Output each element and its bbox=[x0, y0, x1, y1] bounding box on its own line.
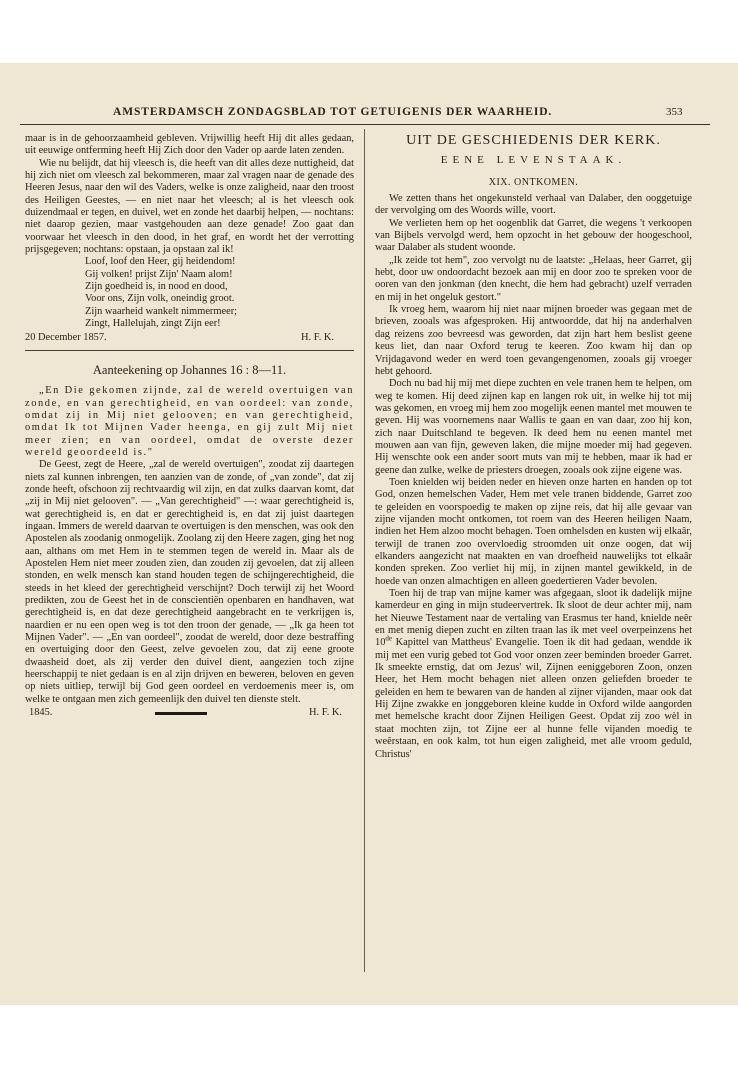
dateline bbox=[25, 332, 354, 344]
paragraph: De Geest, zegt de Heere, „zal de wereld overtuigen", zoodat zij daartegen niets zal kunnen inbrengen, ten aanzien van de zonde, of „van zonde", dat zij zonde heeft, ofschoon zij rechtvaardig wil zijn, en dat zulks daarvan komt, dat „zij in Mij niet gelooven". — „Van gerechtigheid" —: waar gerechtigheid is, wat gerechtigheid is, en dat er gerechtigheid is, en dat zij juist daartegen ingaan. Immers de wereld daarvan te overtuigen is den menschen, was ook den Apostelen als zoodanig onmogelijk. Zoolang zij den Heere zagen, ging het nog aan, althans om met Hem in te stemmen tegen de wereld in. Maar als de Apostelen Hem niet meer zouden zien, dan zouden zij gevoelen, dat zij alleen stonden, en welk mensch kan stand houden tegen de schijngerechtigheid, die steeds in het kleed der gerechtigheid verschijnt? Doch terwijl zij het Woord predikten, zou de Geest het in de conscientiën openbaren en handhaven, wat gerechtigheid is, en dat deze gerechtigheid aangebracht en te verkrijgen is, naardien er nu een open weg is tot den troon der genade, — „Ik ga heen tot Mijnen Vader". — „En van oordeel", zoodat de wereld, door deze bestraffing en overtuiging door den Geest, zelve gevoelen zou, dat zij eene groote dwaasheid doet, als zij verder den duivel dient, aangezien toch zijne heerschappij te niet gedaan is en al zijn drijven en bewerен, beloven en geven op niets uitliep, terwijl bij God geen oordeel en verdoemenis meer is, om welke te ontgaan men zich gemeenlijk den duivel ten dienste stelt. bbox=[25, 459, 354, 705]
paragraph: Wie nu belijdt, dat hij vleesch is, die heeft van dit alles deze nuttigheid, dat hij zich niet om vleesch zal bekommeren, maar zal vragen naar de genade des Heeren Jesus, naar den wil des Vaders, welke is onze zaligheid, naar den troost des Heiligen Geestes, — en niet naar het vleesch; al is het vleesch ook duizendmaal er tegen, en duivel, wet en zonde het daarbij helpen, — nochtans: niet daarop gezien, maar vastgehouden aan deze genade! Zoo gaat dan voorwaar het vleesch in den dood, in het graf, en wordt het der verrotting prijsgegeven; nochtans: opstaan, ja opstaan zal ik! bbox=[25, 157, 354, 256]
left-column bbox=[25, 133, 354, 719]
verse-line: Zijn waarheid wankelt nimmermeer; bbox=[85, 305, 238, 317]
text-run: Kapittel van Mattheus' Evangelie. Toen ik dit had gedaan, wendde ik mij met een vurig gebed tot God voor onzen zeer beminden broeder Garret. Ik smeekte ernstig, dat om Jezus' wil, Zijnen eeniggeboren Zoon, onzen Heer, het Hem mocht behagen niet alleen onzen geliefden broeder te geleiden en hem te bewaren van de handen al zijner vijanden, maar ook dat Hij Zijne zwakke en jonggeboren kleine kudde in Oxford wilde aangorden met hemelsche kracht door Zijnen Heiligen Geest. Opdat zij zoo wèl in staat mochten zijn, tot Zijne eer al hunne felle vijanden moedig te weêrstaan, en ook kalm, tot hun eigen zaligheid, met alle vroom geduld, Christus' bbox=[375, 637, 692, 760]
ordinal-suffix: de bbox=[385, 634, 392, 643]
header-rule bbox=[20, 124, 710, 125]
paragraph: „Ik zeide tot hem", zoo vervolgt nu de laatste: „Helaas, heer Garret, gij hebt, door uw ondoordacht bezoek aan mij en door zoo te spreken voor de ooren van den jonkman (den knecht, die hem had gebracht) uzelf verraden en mij in het ongeluk gestort." bbox=[375, 254, 692, 303]
verse-line: Loof, loof den Heer, gij heidendom! bbox=[85, 256, 236, 268]
page-header bbox=[0, 104, 738, 124]
verse-line: Gij volken! prijst Zijn' Naam alom! bbox=[85, 268, 233, 280]
article-title: UIT DE GESCHIEDENIS DER KERK. bbox=[406, 133, 661, 148]
paragraph: Toen knielden wij beiden neder en hieven onze harten en handen op tot God, onzen hemelschen Vader, Hem met vele tranen biddende, Garret zoo te geleiden en voorspoedig te maken op zijne reis, dat hij alle gevaar van zijne vijanden mocht ontkomen, tot roem van des Heeren heiligen Naam, indien het Hem alzoo mocht behagen. Toen omhelsden en kusten wij elkaâr, terwijl de tranen zoo overvloedig stroomden uit onze oogen, dat wij elkanders aangezicht nat maakten en van droefheid nauwelijks tot elkaâr konden spreken. Zoo verliet hij mij, in zijnen mantel gewikkeld, in de hoede van onzen almachtigen en alleen goedertieren Vader bevolen. bbox=[375, 476, 692, 587]
column-divider bbox=[364, 129, 365, 972]
end-rule bbox=[155, 712, 207, 715]
right-column bbox=[375, 133, 692, 761]
text-run: Toen hij de trap van mijne kamer was afgegaan, sloot ik dadelijk mijne kamerdeur en ging in mijn studeervertrek. Ik sloot de deur achter mij, nam het Nieuwe Testament naar de vertaling van Erasmus ter hand, knielde neêr en met menig diepen zucht en zilten traan las ik met veel overpeinzens het 10 bbox=[375, 588, 692, 649]
hymn-verse bbox=[85, 256, 354, 330]
signature: H. F. K. bbox=[309, 707, 342, 719]
verse-line: Zijn goedheid is, in nood en dood, bbox=[85, 281, 228, 293]
verse-line: Zingt, Hallelujah, zingt Zijn eer! bbox=[85, 318, 221, 330]
scripture-quote: „En Die gekomen zijnde, zal de wereld overtuigen van zonde, en van gerechtigheid, en van oordeel: van zonde, omdat zij in Mij niet gelooven; en van gerechtigheid, omdat Ik tot Mijnen Vader heenga, en gij zult Mij niet meer zien; en van oordeel, omdat de overste dezer wereld geoordeeld is." bbox=[25, 385, 354, 458]
signature: H. F. K. bbox=[301, 331, 334, 343]
section-separator bbox=[25, 350, 354, 351]
paragraph: Doch nu bad hij mij met diepe zuchten en vele tranen hem te helpen, om weg te komen. Hij deed zijnen kap en langen rok uit, in welke hij tot mij was gekomen, en vroeg mij hem zoo mogelijk eenen mantel met mouwen te geven. Hij was voornemens naar Wallis te gaan en van daar, zoo hij kon, zich naar Duitschland te begeven. Ik deed hem nu eenen mantel met mouwen aan van fijn, geweven laken, die mijne moeder mij had gegeven. Hij wenschte ook een ander soort muts van mij te hebben, maar ik had er geene dan zulke, welke de priesters droegen, zooals ook zijne eigene was. bbox=[375, 378, 692, 476]
paragraph bbox=[375, 588, 692, 761]
paragraph: Ik vroeg hem, waarom hij niet naar mijnen broeder was gegaan met de brieven, zooals was afgesproken. Hij antwoordde, dat hij na anderhalven dag reizens zoo bevreesd was geworden, dat zijn hart hem beslist geene keus liet, dan naar Oxford terug te keeren. Zoo kwam hij dan op Vrijdagavond weder en werd toen gevangengenomen, zooals gij vroeger hebt gehoord. bbox=[375, 304, 692, 377]
paragraph: We verlieten hem op het oogenblik dat Garret, die wegens 't verkoopen van Bijbels vervolgd werd, hem opzocht in het gebouw der hoogeschool, waar Dalaber als student woonde. bbox=[375, 217, 692, 254]
page-number: 353 bbox=[666, 106, 683, 118]
date: 20 December 1857. bbox=[25, 331, 107, 343]
running-title: AMSTERDAMSCH ZONDAGSBLAD TOT GETUIGENIS DER WAARHEID. bbox=[113, 106, 553, 118]
paragraph: We zetten thans het ongekunsteld verhaal van Dalaber, den ooggetuige der vervolging om des Woords wille, voort. bbox=[375, 193, 692, 217]
section-title: Aanteekening op Johannes 16 : 8—11. bbox=[92, 362, 287, 377]
chapter-heading: XIX. ONTKOMEN. bbox=[488, 176, 579, 188]
paragraph: maar is in de gehoorzaamheid gebleven. Vrijwillig heeft Hij dit alles gedaan, uit eeuwige ontferming heeft Hij Zich door den Vader op aarde laten zenden. bbox=[25, 133, 354, 157]
verse-line: Voor ons, Zijn volk, oneindig groot. bbox=[85, 293, 235, 305]
article-end bbox=[25, 707, 354, 719]
year: 1845. bbox=[29, 707, 53, 719]
article-subtitle: EENE LEVENSTAAK. bbox=[440, 154, 627, 167]
